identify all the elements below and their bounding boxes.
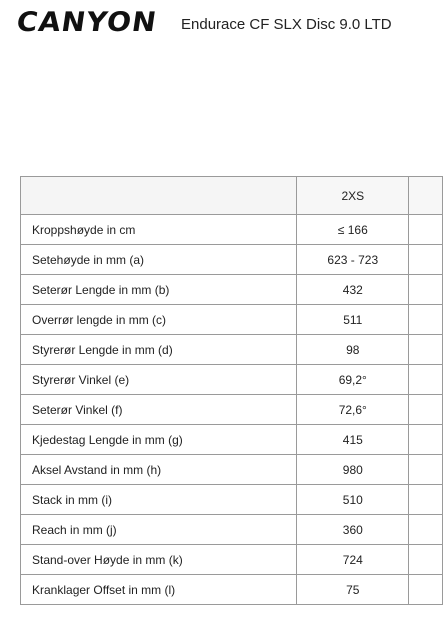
next-size-cell xyxy=(409,305,443,335)
next-size-cell xyxy=(409,275,443,305)
table-row xyxy=(21,305,443,335)
row-label: Overrør lengde in mm (c) xyxy=(21,305,297,335)
page-header xyxy=(0,0,443,44)
row-label: Stack in mm (i) xyxy=(21,485,297,515)
table-row xyxy=(21,425,443,455)
next-size-column-header xyxy=(409,177,443,215)
row-value: 724 xyxy=(297,545,409,575)
row-label: Aksel Avstand in mm (h) xyxy=(21,455,297,485)
row-value: 69,2° xyxy=(297,365,409,395)
header-empty-cell xyxy=(21,177,297,215)
row-label: Seterør Lengde in mm (b) xyxy=(21,275,297,305)
row-value: 72,6° xyxy=(297,395,409,425)
table-row xyxy=(21,455,443,485)
next-size-cell xyxy=(409,365,443,395)
table-row xyxy=(21,515,443,545)
next-size-cell xyxy=(409,515,443,545)
table-header-row xyxy=(21,177,443,215)
model-title: Endurace CF SLX Disc 9.0 LTD xyxy=(181,16,392,33)
row-value: 623 - 723 xyxy=(297,245,409,275)
canyon-logo[interactable]: CANYON xyxy=(14,7,160,38)
next-size-cell xyxy=(409,335,443,365)
row-label: Stand-over Høyde in mm (k) xyxy=(21,545,297,575)
table-row xyxy=(21,335,443,365)
row-label: Styrerør Lengde in mm (d) xyxy=(21,335,297,365)
table-row xyxy=(21,245,443,275)
row-value: 75 xyxy=(297,575,409,605)
size-column-header: 2XS xyxy=(297,177,409,215)
row-label: Kranklager Offset in mm (l) xyxy=(21,575,297,605)
row-value: ≤ 166 xyxy=(297,215,409,245)
row-value: 432 xyxy=(297,275,409,305)
row-value: 511 xyxy=(297,305,409,335)
next-size-cell xyxy=(409,545,443,575)
table-row xyxy=(21,215,443,245)
row-label: Reach in mm (j) xyxy=(21,515,297,545)
row-label: Kroppshøyde in cm xyxy=(21,215,297,245)
next-size-cell xyxy=(409,485,443,515)
row-label: Setehøyde in mm (a) xyxy=(21,245,297,275)
table-row xyxy=(21,365,443,395)
next-size-cell xyxy=(409,455,443,485)
row-label: Styrerør Vinkel (e) xyxy=(21,365,297,395)
next-size-cell xyxy=(409,395,443,425)
row-value: 980 xyxy=(297,455,409,485)
next-size-cell xyxy=(409,215,443,245)
table-row xyxy=(21,485,443,515)
next-size-cell xyxy=(409,575,443,605)
row-value: 510 xyxy=(297,485,409,515)
row-value: 415 xyxy=(297,425,409,455)
row-label: Kjedestag Lengde in mm (g) xyxy=(21,425,297,455)
table-row xyxy=(21,395,443,425)
geometry-table xyxy=(20,176,443,605)
table-row xyxy=(21,545,443,575)
next-size-cell xyxy=(409,245,443,275)
row-value: 98 xyxy=(297,335,409,365)
table-row xyxy=(21,575,443,605)
row-label: Seterør Vinkel (f) xyxy=(21,395,297,425)
next-size-cell xyxy=(409,425,443,455)
table-row xyxy=(21,275,443,305)
row-value: 360 xyxy=(297,515,409,545)
